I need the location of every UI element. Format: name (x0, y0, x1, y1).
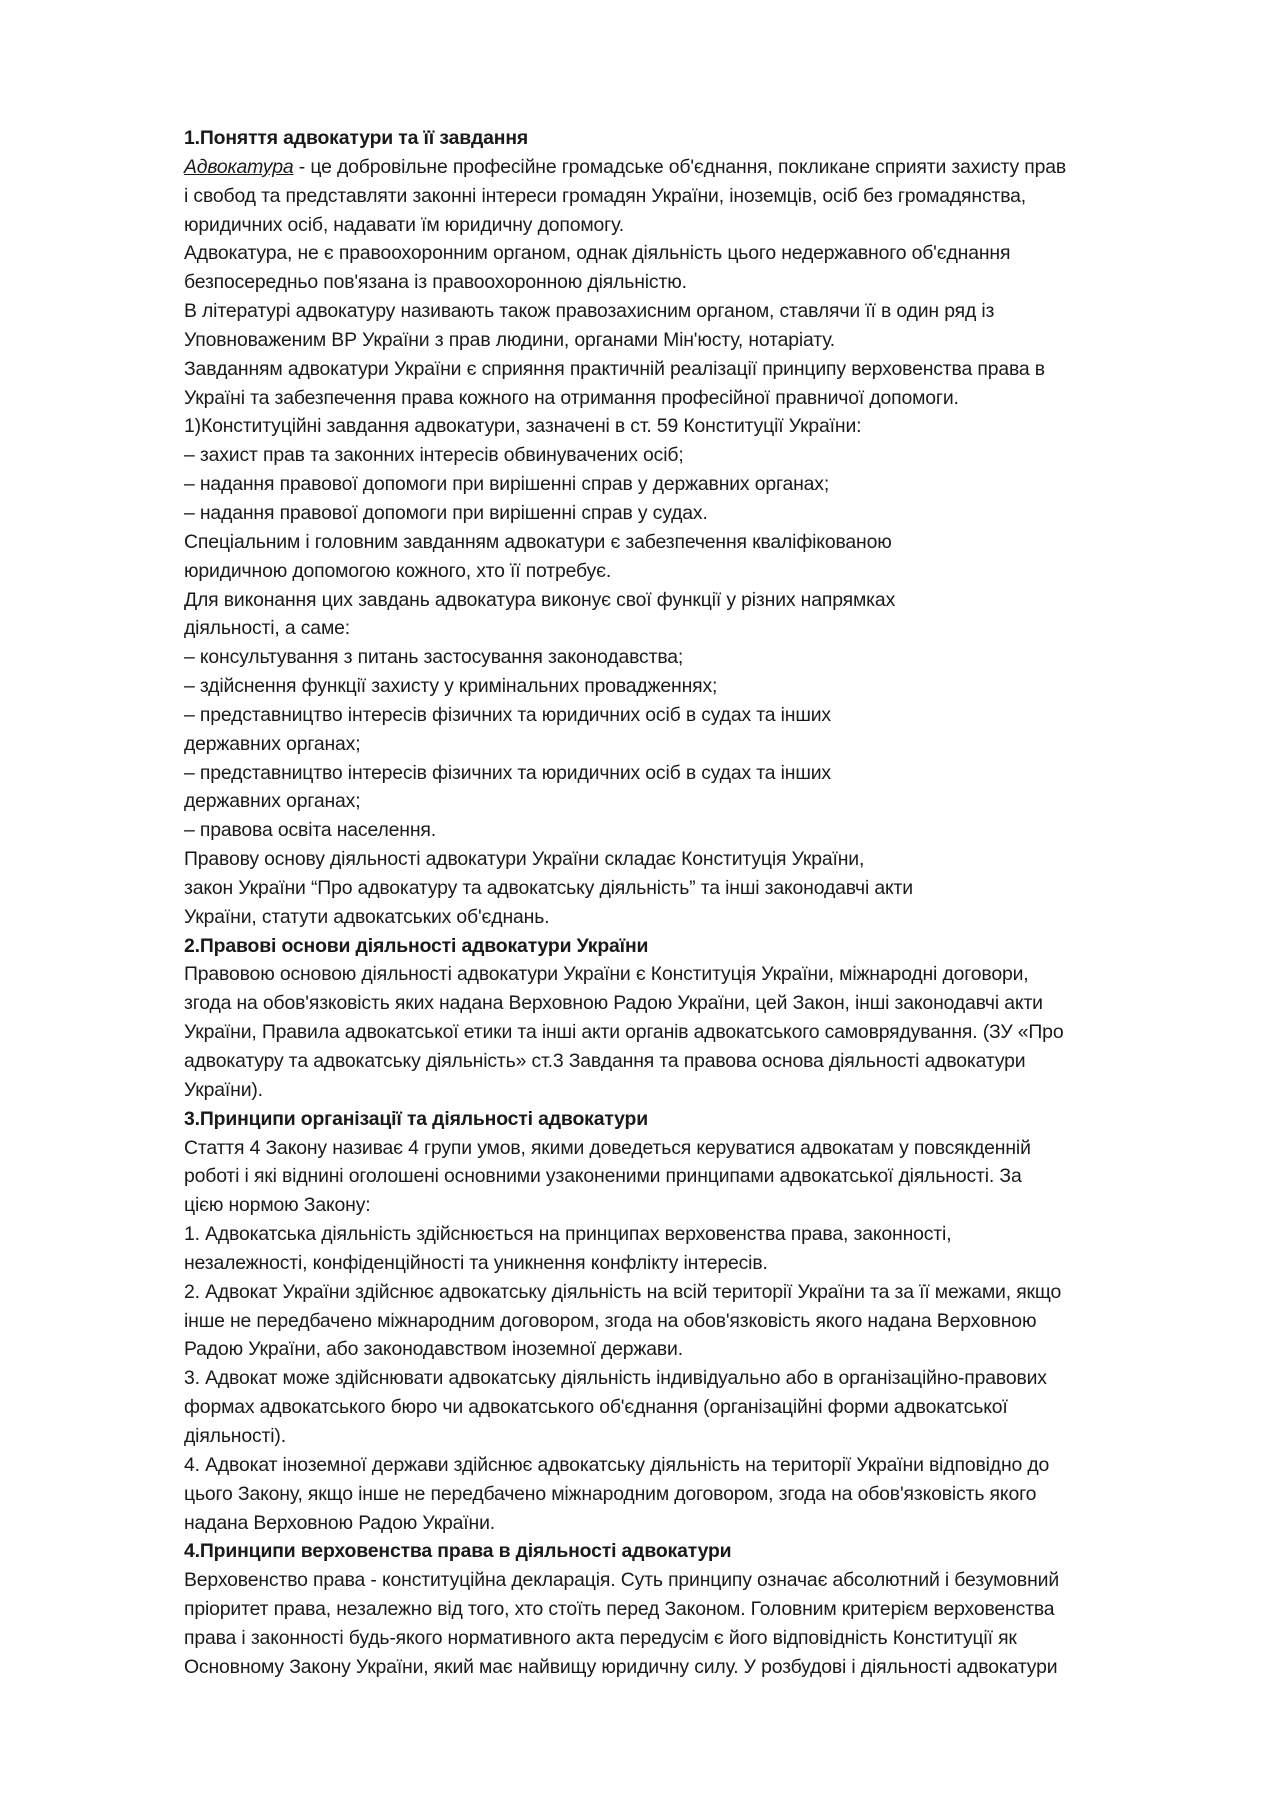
section-2-heading: 2.Правові основи діяльності адвокатури України (184, 934, 649, 957)
section-3-line: надана Верховною Радою України. (184, 1511, 496, 1534)
section-4-line: права і законності будь-якого нормативного акта передусім є його відповідність Конституції як (184, 1626, 1017, 1649)
section-2-line: України). (184, 1078, 263, 1101)
section-3-line: інше не передбачено міжнародним договором, згода на обов'язковість якого надана Верховною (184, 1309, 1037, 1332)
section-3-line: формах адвокатського бюро чи адвокатського об'єднання (організаційні форми адвокатської (184, 1396, 1008, 1419)
section-1-line: закон України “Про адвокатуру та адвокатську діяльність” та інші законодавчі акти (184, 876, 913, 899)
section-2-line: адвокатуру та адвокатську діяльність» ст.3 Завдання та правова основа діяльності адвокатури (184, 1050, 1026, 1072)
section-2-line: Правовою основою діяльності адвокатури України є Конституція України, міжнародні договори, (184, 963, 1029, 986)
section-1-list-item: – здійснення функції захисту у кримінальних провадженнях; (184, 675, 718, 698)
section-1-line: Завданням адвокатури України є сприяння практичній реалізації принципу верховенства права в (184, 357, 1045, 380)
section-1-line: України, статути адвокатських об'єднань. (184, 905, 550, 928)
section-1-line: Адвокатура, не є правоохоронним органом, однак діяльність цього недержавного об'єднання (184, 242, 1011, 265)
section-3-line: роботі і які віднині оголошені основними узаконеними принципами адвокатської діяльності. За (184, 1165, 1022, 1188)
section-1-list-item: – захист прав та законних інтересів обвинувачених осіб; (184, 444, 684, 467)
section-1-line: державних органах; (184, 790, 361, 813)
section-3-line: діяльності). (184, 1424, 286, 1447)
section-1-line: 1)Конституційні завдання адвокатури, зазначені в ст. 59 Конституції України: (184, 415, 862, 438)
section-4-line: Верховенство права - конституційна декларація. Суть принципу означає абсолютний і безумовний (184, 1569, 1059, 1592)
section-1-heading: 1.Поняття адвокатури та її завдання (184, 127, 529, 149)
section-3-line: цього Закону, якщо інше не передбачено міжнародним договором, згода на обов'язковість якого (184, 1482, 1037, 1505)
section-1-list-item: – надання правової допомоги при вирішенні справ у судах. (184, 501, 708, 524)
definition-text: - це добровільне професійне громадське об'єднання, покликане сприяти захисту прав (293, 155, 1067, 178)
section-3-line: незалежності, конфіденційності та уникнення конфлікту інтересів. (184, 1251, 768, 1274)
section-1-paragraph-line (184, 153, 1204, 182)
section-3-list-item: 4. Адвокат іноземної держави здійснює адвокатську діяльність на території України відповідно до (184, 1453, 1050, 1476)
section-1-line: державних органах; (184, 732, 361, 755)
section-1-line: Уповноваженим ВР України з прав людини, органами Мін'юсту, нотаріату. (184, 328, 836, 351)
section-1-line: юридичних осіб, надавати їм юридичну допомогу. (184, 213, 624, 236)
section-3-heading: 3.Принципи організації та діяльності адвокатури (184, 1107, 648, 1130)
section-1-line: Правову основу діяльності адвокатури України складає Конституція України, (184, 848, 865, 871)
section-3-list-item: 3. Адвокат може здійснювати адвокатську діяльність індивідуально або в організаційно-правових (184, 1367, 1047, 1390)
section-3-list-item: 1. Адвокатська діяльність здійснюється на принципах верховенства права, законності, (184, 1223, 952, 1246)
section-1-list-item: – представництво інтересів фізичних та юридичних осіб в судах та інших (184, 703, 831, 726)
section-3-line: Радою України, або законодавством іноземної держави. (184, 1338, 683, 1361)
section-3-line: Стаття 4 Закону називає 4 групи умов, якими доведеться керуватися адвокатам у повсякденній (184, 1136, 1031, 1159)
section-4-heading: 4.Принципи верховенства права в діяльності адвокатури (184, 1540, 732, 1563)
section-1-line: юридичною допомогою кожного, хто її потребує. (184, 559, 612, 582)
section-3-list-item: 2. Адвокат України здійснює адвокатську діяльність на всій території України та за її межами, якщо (184, 1280, 1062, 1303)
section-1-line: Спеціальним і головним завданням адвокатури є забезпечення кваліфікованою (184, 530, 892, 553)
section-1-line: безпосередньо пов'язана із правоохоронною діяльністю. (184, 271, 687, 294)
section-4-line: пріоритет права, незалежно від того, хто стоїть перед Законом. Головним критерієм верховенства (184, 1598, 1055, 1621)
section-3-line: цією нормою Закону: (184, 1194, 371, 1217)
section-1-line: діяльності, а саме: (184, 617, 350, 640)
section-1-list-item: – правова освіта населення. (184, 819, 436, 842)
section-2-line: України, Правила адвокатської етики та інші акти органів адвокатського самоврядування. (ЗУ «Про (184, 1021, 1064, 1044)
section-1-list-item: – представництво інтересів фізичних та юридичних осіб в судах та інших (184, 761, 831, 784)
section-1-line: і свобод та представляти законні інтереси громадян України, іноземців, осіб без громадянства, (184, 184, 1027, 207)
section-1-line: Для виконання цих завдань адвокатура виконує свої функції у різних напрямках (184, 588, 896, 611)
section-4-line: Основному Закону України, який має найвищу юридичну силу. У розбудові і діяльності адвокатури (184, 1655, 1058, 1678)
section-1-list-item: – консультування з питань застосування законодавства; (184, 646, 684, 669)
term-advokatura: Адвокатура (184, 155, 294, 178)
section-1-list-item: – надання правової допомоги при вирішенні справ у державних органах; (184, 473, 830, 496)
section-1-line: В літературі адвокатуру називають також правозахисним органом, ставлячи її в один ряд із (184, 300, 995, 323)
section-2-line: згода на обов'язковість яких надана Верховною Радою України, цей Закон, інші законодавчі акти (184, 992, 1043, 1015)
section-1-line: Україні та забезпечення права кожного на отримання професійної правничої допомоги. (184, 386, 959, 409)
document-page (184, 124, 1204, 1682)
